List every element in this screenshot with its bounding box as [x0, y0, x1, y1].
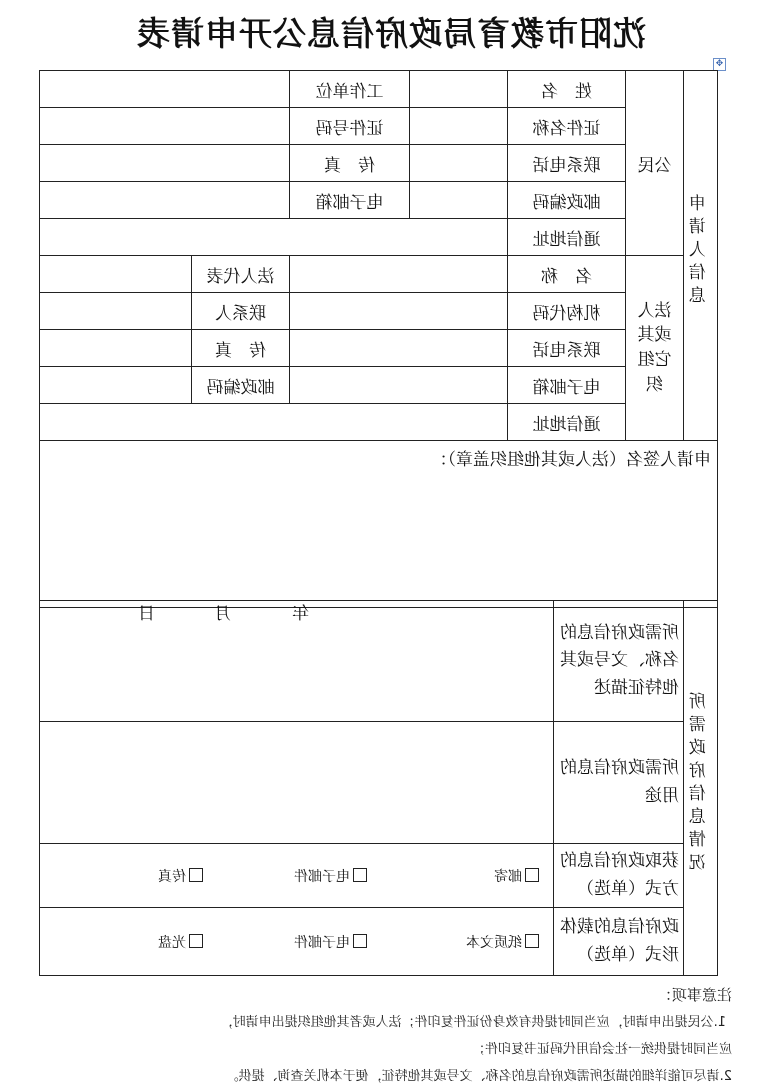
- citizen-name-input[interactable]: [410, 71, 508, 108]
- citizen-phone-label: 联系电话: [508, 145, 626, 182]
- purpose-input[interactable]: [40, 722, 554, 844]
- year-label: 年: [292, 604, 309, 624]
- org-name-input[interactable]: [290, 256, 508, 293]
- org-address-input[interactable]: [40, 404, 508, 441]
- description-input[interactable]: [40, 601, 554, 722]
- checkbox-icon: [525, 934, 539, 948]
- citizen-id-name-input[interactable]: [410, 108, 508, 145]
- org-contact-label: 联系人: [192, 293, 290, 330]
- method-label: 获取政府信息的方式（单选）: [554, 844, 684, 908]
- org-postcode-label: 邮政编码: [192, 367, 290, 404]
- info-side-label: 所需政府信息情况: [684, 601, 718, 976]
- org-phone-label: 联系电话: [508, 330, 626, 367]
- info-table: [39, 600, 718, 976]
- citizen-id-name-label: 证件名称: [508, 108, 626, 145]
- org-email-label: 电子邮箱: [508, 367, 626, 404]
- org-fax-label: 传 真: [192, 330, 290, 367]
- checkbox-icon: [353, 868, 367, 882]
- checkbox-icon: [189, 934, 203, 948]
- signature-cell[interactable]: [40, 441, 718, 624]
- citizen-address-label: 通信地址: [508, 219, 626, 256]
- citizen-address-input[interactable]: [40, 219, 508, 256]
- month-label: 月: [214, 604, 231, 624]
- citizen-fax-label: 传 真: [290, 145, 410, 182]
- notes-section: [62, 984, 732, 1084]
- citizen-fax-input[interactable]: [40, 145, 290, 182]
- applicant-info-label: 申请人信息: [684, 71, 718, 441]
- carrier-options: [40, 908, 554, 976]
- carrier-option-email[interactable]: 电子邮件: [294, 932, 367, 952]
- method-option-fax[interactable]: 传真: [158, 866, 203, 886]
- citizen-email-input[interactable]: [40, 182, 290, 219]
- checkbox-icon: [353, 934, 367, 948]
- citizen-work-unit-label: 工作单位: [290, 71, 410, 108]
- citizen-email-label: 电子邮箱: [290, 182, 410, 219]
- page-title: 沈阳市教育局政府信息公开申请表: [136, 14, 646, 53]
- citizen-label: 公民: [626, 71, 684, 256]
- carrier-label: 政府信息的载体形式（单选）: [554, 908, 684, 976]
- carrier-option-paper[interactable]: 纸质文本: [466, 932, 539, 952]
- purpose-label: 所需政府信息的用途: [554, 722, 684, 844]
- org-legal-rep-label: 法人代表: [192, 256, 290, 293]
- org-code-input[interactable]: [290, 293, 508, 330]
- org-phone-input[interactable]: [290, 330, 508, 367]
- notes-line-1: 1.公民提出申请时，应当同时提供有效身份证件复印件；法人或者其他组织提出申请时，: [219, 1015, 726, 1030]
- day-label: 日: [138, 604, 155, 624]
- description-label: 所需政府信息的名称、文号或其他特征描述: [554, 601, 684, 722]
- citizen-postcode-label: 邮政编码: [508, 182, 626, 219]
- org-name-label: 名 称: [508, 256, 626, 293]
- org-email-input[interactable]: [290, 367, 508, 404]
- org-fax-input[interactable]: [40, 330, 192, 367]
- org-code-label: 机构代码: [508, 293, 626, 330]
- citizen-work-unit-input[interactable]: [40, 71, 290, 108]
- notes-heading: 注意事项：: [656, 986, 732, 1004]
- carrier-option-disc[interactable]: 光盘: [158, 932, 203, 952]
- citizen-id-number-label: 证件号码: [290, 108, 410, 145]
- checkbox-icon: [525, 868, 539, 882]
- applicant-table: [39, 70, 718, 624]
- notes-line-3: 2.请尽可能详细的描述所需政府信息的名称、文号或其他特征，便于本机关查询、提供。: [225, 1069, 732, 1084]
- method-option-email[interactable]: 电子邮件: [294, 866, 367, 886]
- org-contact-input[interactable]: [40, 293, 192, 330]
- citizen-postcode-input[interactable]: [410, 182, 508, 219]
- table-move-handle-icon[interactable]: ✥: [713, 58, 726, 71]
- citizen-id-number-input[interactable]: [40, 108, 290, 145]
- method-option-mail[interactable]: 邮寄: [494, 866, 539, 886]
- org-postcode-input[interactable]: [40, 367, 192, 404]
- notes-line-2: 应当同时提供统一社会信用代码证书复印件；: [471, 1042, 732, 1057]
- signature-label: 申请人签名（法人或其他组织盖章）：: [430, 450, 711, 470]
- checkbox-icon: [189, 868, 203, 882]
- org-address-label: 通信地址: [508, 404, 626, 441]
- method-options: [40, 844, 554, 908]
- org-legal-rep-input[interactable]: [40, 256, 192, 293]
- citizen-phone-input[interactable]: [410, 145, 508, 182]
- org-label: 法人或其它组织: [626, 256, 684, 441]
- citizen-name-label: 姓 名: [508, 71, 626, 108]
